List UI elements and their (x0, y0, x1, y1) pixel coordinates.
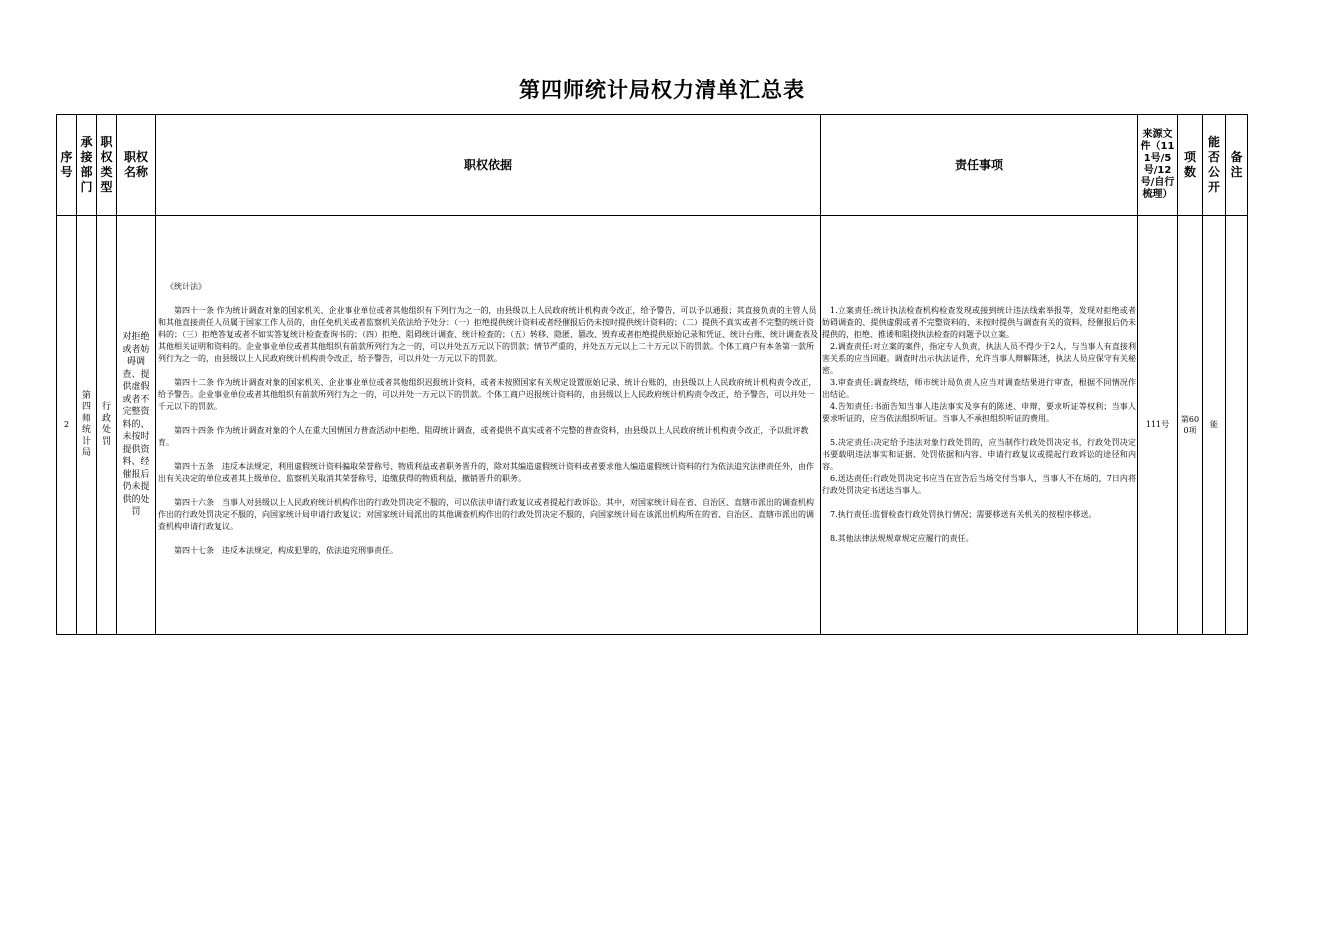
basis-paragraph: 《统计法》 (166, 282, 206, 291)
page-title: 第四师统计局权力清单汇总表 (519, 78, 805, 102)
header-basis: 职权依据 (156, 115, 821, 216)
resp-item: 3.审查责任:调查终结，师市统计局负责人应当对调查结果进行审查，根据不同情况作出结论。 (822, 378, 1136, 399)
basis-paragraph: 第四十二条 作为统计调查对象的国家机关、企业事业单位或者其他组织迟报统计资料，或者未按照国家有关规定设置原始记录、统计台账的，由县级以上人民政府统计机构责令改正，给予警告。企业事业单位或者其他组织有前款所列行为之一的，可以并处一万元以下的罚款。个体工商户迟报统计资料的，由县级以上人民政府统计机构责令改正，给予警告，可以并处一千元以下的罚款。 (158, 378, 817, 411)
header-remark: 备注 (1226, 115, 1248, 216)
resp-item: 1.立案责任:统计执法检查机构检查发现或接到统计违法线索举报等，发现对拒绝或者妨碍调查的、提供虚假或者不完整资料的、未按时提供与调查有关的资料，经催报后仍未提供的，拒绝、推诿和阻挠执法检查的问题予以立案。 (822, 306, 1136, 339)
cell-type: 行政处罚 (97, 216, 117, 635)
header-name: 职权名称 (117, 115, 156, 216)
header-type: 职权类型 (97, 115, 117, 216)
resp-item: 7.执行责任:监督检查行政处罚执行情况；需要移送有关机关的按程序移送。 (830, 510, 1097, 519)
cell-dept: 第四师统计局 (77, 216, 97, 635)
basis-paragraph: 第四十六条 当事人对县级以上人民政府统计机构作出的行政处罚决定不服的，可以依法申请行政复议或者提起行政诉讼。其中，对国家统计局在省、自治区、直辖市派出的调查机构作出的行政处罚决定不服的，向国家统计局申请行政复议；对国家统计局派出的其他调查机构作出的行政处罚决定不服的，向国家统计局在该派出机构所在的省、自治区、直辖市派出的调查机构申请行政复议。 (158, 498, 814, 531)
cell-count: 第600项 (1178, 216, 1203, 635)
resp-item: 6.送达责任:行政处罚决定书应当在宣告后当场交付当事人，当事人不在场的，7日内将行政处罚决定书送达当事人。 (822, 474, 1136, 495)
table-row (57, 216, 1248, 635)
cell-basis (156, 216, 821, 635)
header-dept: 承接部门 (77, 115, 97, 216)
cell-resp (821, 216, 1138, 635)
header-source: 来源文件（111号/5号/12号/自行梳理） (1138, 115, 1178, 216)
header-no: 序号 (57, 115, 77, 216)
header-resp: 责任事项 (821, 115, 1138, 216)
basis-paragraph: 第四十一条 作为统计调查对象的国家机关、企业事业单位或者其他组织有下列行为之一的，由县级以上人民政府统计机构责令改正，给予警告，可以予以通报；其直接负责的主管人员和其他直接责任人员属于国家工作人员的，由任免机关或者监察机关依法给予处分：（一）拒绝提供统计资料或者经催报后仍未按时提供统计资料的；（二）提供不真实或者不完整的统计资料的；（三）拒绝答复或者不如实答复统计检查查询书的；（四）拒绝、阻碍统计调查、统计检查的；（五）转移、隐匿、篡改、毁弃或者拒绝提供原始记录和凭证、统计台账、统计调查表及其他相关证明和资料的。企业事业单位或者其他组织有前款所列行为之一的，可以并处五万元以下的罚款；情节严重的，并处五万元以上二十万元以下的罚款。个体工商户有本条第一款所列行为之一的，由县级以上人民政府统计机构责令改正，给予警告，可以并处一万元以下的罚款。 (158, 306, 818, 363)
cell-no: 2 (57, 216, 77, 635)
resp-item: 5.决定责任:决定给予违法对象行政处罚的，应当制作行政处罚决定书，行政处罚决定书要载明违法事实和证据、处罚依据和内容、申请行政复议或提起行政诉讼的途径和内容。 (822, 438, 1136, 471)
power-list-table (56, 114, 1248, 635)
resp-item: 8.其他法律法规规章规定应履行的责任。 (830, 534, 974, 543)
header-public: 能否公开 (1203, 115, 1226, 216)
cell-source: 111号 (1138, 216, 1178, 635)
header-count: 项数 (1178, 115, 1203, 216)
resp-item: 2.调查责任:对立案的案件，指定专人负责，执法人员不得少于2人，与当事人有直接利害关系的应当回避。调查时出示执法证件，允许当事人辩解陈述，执法人员应保守有关秘密。 (822, 342, 1136, 375)
resp-item: 4.告知责任:书面告知当事人违法事实及享有的陈述、申辩，要求听证等权利；当事人要求听证的，应当依法组织听证。当事人不承担组织听证的费用。 (822, 402, 1136, 423)
cell-remark (1226, 216, 1248, 635)
cell-name: 对拒绝或者妨碍调查、提供虚假或者不完整资料的、未按时提供资料、经催报后仍未提供的处罚 (117, 216, 156, 635)
header-row (57, 115, 1248, 216)
basis-paragraph: 第四十四条 作为统计调查对象的个人在重大国情国力普查活动中拒绝、阻碍统计调查，或者提供不真实或者不完整的普查资料，由县级以上人民政府统计机构责令改正，予以批评教育。 (158, 426, 809, 447)
basis-paragraph: 第四十七条 违反本法规定，构成犯罪的，依法追究刑事责任。 (174, 546, 398, 555)
basis-paragraph: 第四十五条 违反本法规定，利用虚假统计资料骗取荣誉称号、物质利益或者职务晋升的，除对其编造虚假统计资料或者要求他人编造虚假统计资料的行为依法追究法律责任外，由作出有关决定的单位或者其上级单位、监察机关取消其荣誉称号，追缴获得的物质利益，撤销晋升的职务。 (158, 462, 814, 483)
cell-public: 能 (1203, 216, 1226, 635)
